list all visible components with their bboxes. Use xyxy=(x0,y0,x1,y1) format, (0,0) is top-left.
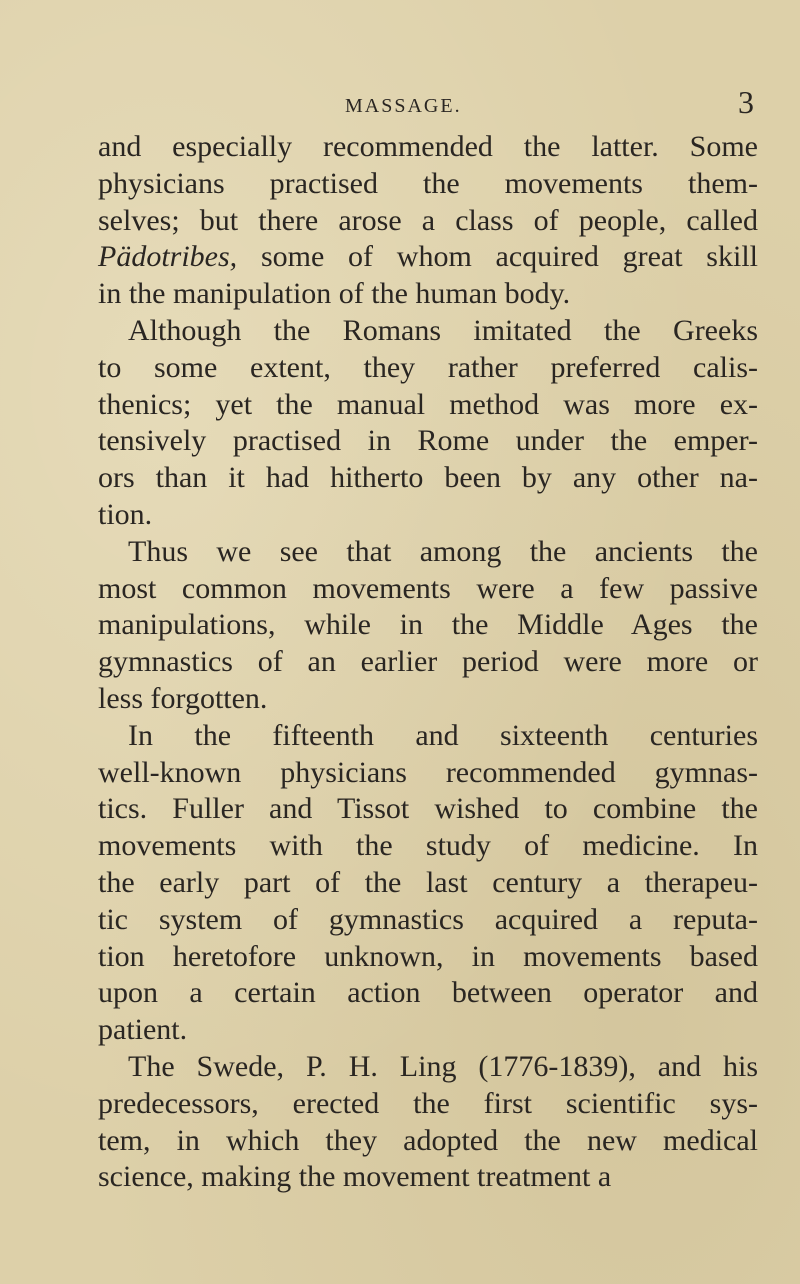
text-line: tem, in which they adopted the new medical xyxy=(98,1123,758,1157)
paragraph-start-line: The Swede, P. H. Ling (1776-1839), and his xyxy=(128,1049,758,1083)
text-line: less forgotten. xyxy=(98,681,268,715)
paragraph-start-line: In the fifteenth and sixteenth centuries xyxy=(128,718,758,752)
text-line: tion heretofore unknown, in movements based xyxy=(98,939,758,973)
text-line: most common movements were a few passive xyxy=(98,571,758,605)
italic-term: Pädotribes, xyxy=(98,240,238,274)
body-text xyxy=(98,129,758,1196)
text-line: well-known physicians recommended gymnas- xyxy=(98,755,758,789)
text-line: ors than it had hitherto been by any other na- xyxy=(98,461,758,495)
text-line: patient. xyxy=(98,1013,188,1047)
text-line: movements with the study of medicine. In xyxy=(98,829,758,863)
text-line: tics. Fuller and Tissot wished to combine the xyxy=(98,792,758,826)
text-line: in the manipulation of the human body. xyxy=(98,277,571,311)
text-line: science, making the movement treatment a xyxy=(98,1160,612,1194)
text-line: tion. xyxy=(98,497,153,531)
text-line: upon a certain action between operator and xyxy=(98,976,758,1010)
page-number: 3 xyxy=(738,84,754,120)
paragraph-start-line: Although the Romans imitated the Greeks xyxy=(128,313,758,347)
text-line: gymnastics of an earlier period were more or xyxy=(98,645,758,679)
text-line xyxy=(98,239,758,276)
paragraph-start-line: Thus we see that among the ancients the xyxy=(128,534,758,568)
text-line: physicians practised the movements them- xyxy=(98,166,758,200)
text-line: predecessors, erected the first scientific sys- xyxy=(98,1086,758,1120)
text-line: to some extent, they rather preferred calis- xyxy=(98,350,758,384)
text-line: and especially recommended the latter. Some xyxy=(98,130,758,163)
text-line-rest: some of whom acquired great skill xyxy=(237,240,758,274)
text-line: the early part of the last century a therapeu- xyxy=(98,865,758,899)
text-line: tensively practised in Rome under the emper- xyxy=(98,424,758,458)
text-line: thenics; yet the manual method was more ex- xyxy=(98,387,758,421)
text-line: tic system of gymnastics acquired a reputa- xyxy=(98,902,758,936)
running-title: MASSAGE. xyxy=(345,95,462,117)
running-head xyxy=(0,84,800,124)
text-line: manipulations, while in the Middle Ages the xyxy=(98,608,758,642)
text-line: selves; but there arose a class of people, called xyxy=(98,203,758,237)
